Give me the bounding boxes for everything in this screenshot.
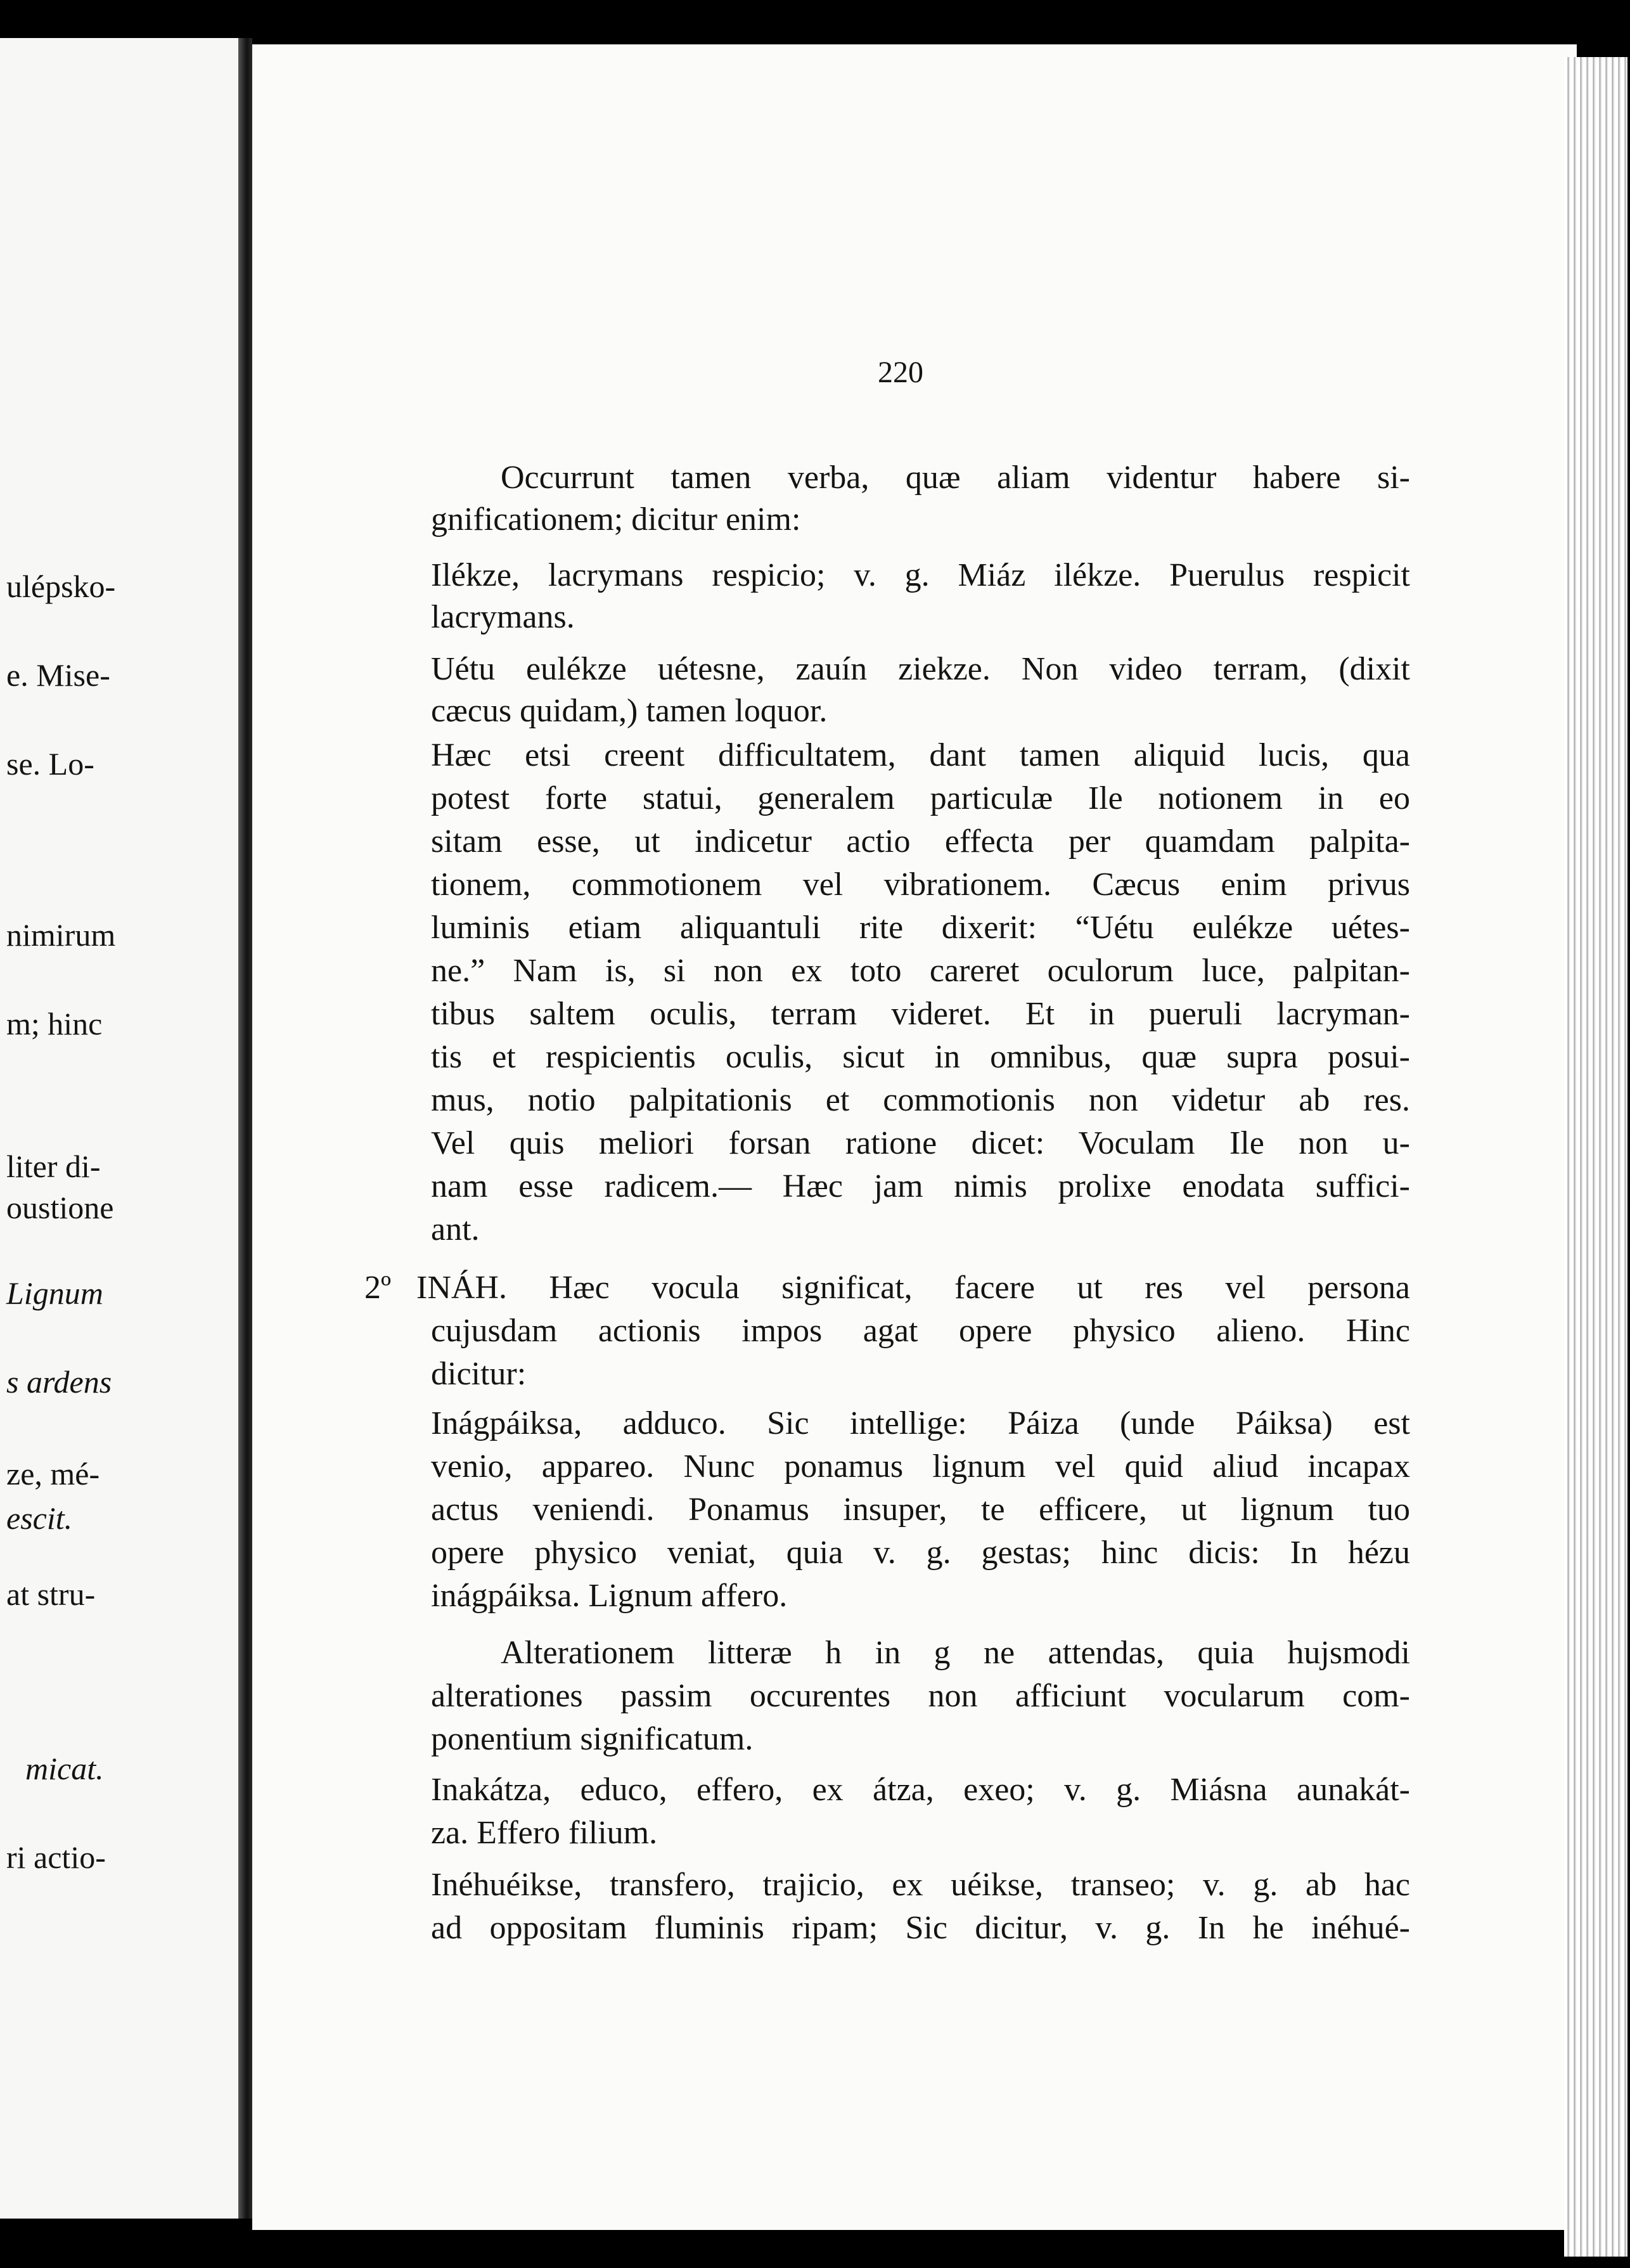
text-line: ne.” Nam is, si non ex toto careret oculorum luce, palpitan- bbox=[431, 953, 1410, 989]
text-line: mus, notio palpitationis et commotionis non videtur ab res. bbox=[431, 1082, 1410, 1118]
left-page-fragment: ze, mé- bbox=[6, 1456, 100, 1492]
text-line: dicitur: bbox=[431, 1356, 527, 1392]
left-page-fragment: m; hinc bbox=[6, 1006, 103, 1041]
left-page-fragment: ulépsko- bbox=[6, 569, 116, 604]
left-page-fragment: escit. bbox=[6, 1500, 73, 1536]
text-line: Vel quis meliori forsan ratione dicet: Voculam Ile non u- bbox=[431, 1125, 1410, 1161]
page-edges bbox=[1564, 57, 1627, 2257]
text-line: Alterationem litteræ h in g ne attendas, quia hujsmodi bbox=[501, 1635, 1410, 1671]
text-line: ant. bbox=[431, 1211, 480, 1247]
left-page-fragment: e. Mise- bbox=[6, 657, 110, 693]
left-page-fragment: oustione bbox=[6, 1190, 114, 1225]
text-line: tionem, commotionem vel vibrationem. Cæcus enim privus bbox=[431, 867, 1410, 903]
left-page-fragment: liter di- bbox=[6, 1149, 101, 1184]
left-page-fragment: se. Lo- bbox=[6, 746, 94, 782]
text-line: opere physico veniat, quia v. g. gestas; hinc dicis: In hézu bbox=[431, 1535, 1410, 1571]
text-line: actus veniendi. Ponamus insuper, te efficere, ut lignum tuo bbox=[431, 1492, 1410, 1528]
text-line: Ilékze, lacrymans respicio; v. g. Miáz ilékze. Puerulus respicit bbox=[431, 557, 1410, 593]
text-line: cæcus quidam,) tamen loquor. bbox=[431, 693, 828, 729]
left-page-fragment: at stru- bbox=[6, 1576, 96, 1612]
left-page-fragment: Lignum bbox=[6, 1275, 103, 1311]
text-line: nam esse radicem.— Hæc jam nimis prolixe enodata suffici- bbox=[431, 1168, 1410, 1204]
book-gutter bbox=[238, 38, 252, 2219]
text-line: luminis etiam aliquantuli rite dixerit: “Uétu eulékze uétes- bbox=[431, 910, 1410, 946]
text-line: INÁH. Hæc vocula significat, facere ut res vel persona bbox=[416, 1270, 1410, 1306]
left-page-fragment: ri actio- bbox=[6, 1840, 106, 1875]
left-page-fragment: micat. bbox=[25, 1751, 104, 1786]
text-line: tis et respicientis oculis, sicut in omnibus, quæ supra posui- bbox=[431, 1039, 1410, 1075]
text-line: gnificationem; dicitur enim: bbox=[431, 501, 801, 538]
text-line: Hæc etsi creent difficultatem, dant tamen aliquid lucis, qua bbox=[431, 737, 1410, 773]
section-number: 2º bbox=[364, 1270, 392, 1306]
text-line: Uétu eulékze uétesne, zauín ziekze. Non video terram, (dixit bbox=[431, 651, 1410, 687]
text-line: lacrymans. bbox=[431, 599, 575, 635]
text-line: alterationes passim occurentes non afficiunt vocularum com- bbox=[431, 1678, 1410, 1714]
text-line: Inéhuéikse, transfero, trajicio, ex uéikse, transeo; v. g. ab hac bbox=[431, 1867, 1410, 1903]
text-line: za. Effero filium. bbox=[431, 1815, 658, 1851]
text-line: venio, appareo. Nunc ponamus lignum vel quid aliud incapax bbox=[431, 1448, 1410, 1485]
text-line: ponentium significatum. bbox=[431, 1721, 754, 1757]
left-page bbox=[0, 38, 241, 2219]
text-line: tibus saltem oculis, terram videret. Et in pueruli lacryman- bbox=[431, 996, 1410, 1032]
text-line: sitam esse, ut indicetur actio effecta per quamdam palpita- bbox=[431, 823, 1410, 860]
text-line: Inakátza, educo, effero, ex átza, exeo; v. g. Miásna aunakát- bbox=[431, 1772, 1410, 1808]
page-number: 220 bbox=[878, 356, 923, 389]
text-line: potest forte statui, generalem particulæ Ile notionem in eo bbox=[431, 780, 1410, 816]
text-line: inágpáiksa. Lignum affero. bbox=[431, 1578, 788, 1614]
text-line: Occurrunt tamen verba, quæ aliam videntur habere si- bbox=[501, 460, 1410, 496]
text-line: ad oppositam fluminis ripam; Sic dicitur, v. g. In he inéhué- bbox=[431, 1910, 1410, 1946]
text-line: cujusdam actionis impos agat opere physico alieno. Hinc bbox=[431, 1313, 1410, 1349]
left-page-fragment: s ardens bbox=[6, 1364, 112, 1400]
text-line: Inágpáiksa, adduco. Sic intellige: Páiza (unde Páiksa) est bbox=[431, 1405, 1410, 1441]
left-page-fragment: nimirum bbox=[6, 917, 116, 953]
